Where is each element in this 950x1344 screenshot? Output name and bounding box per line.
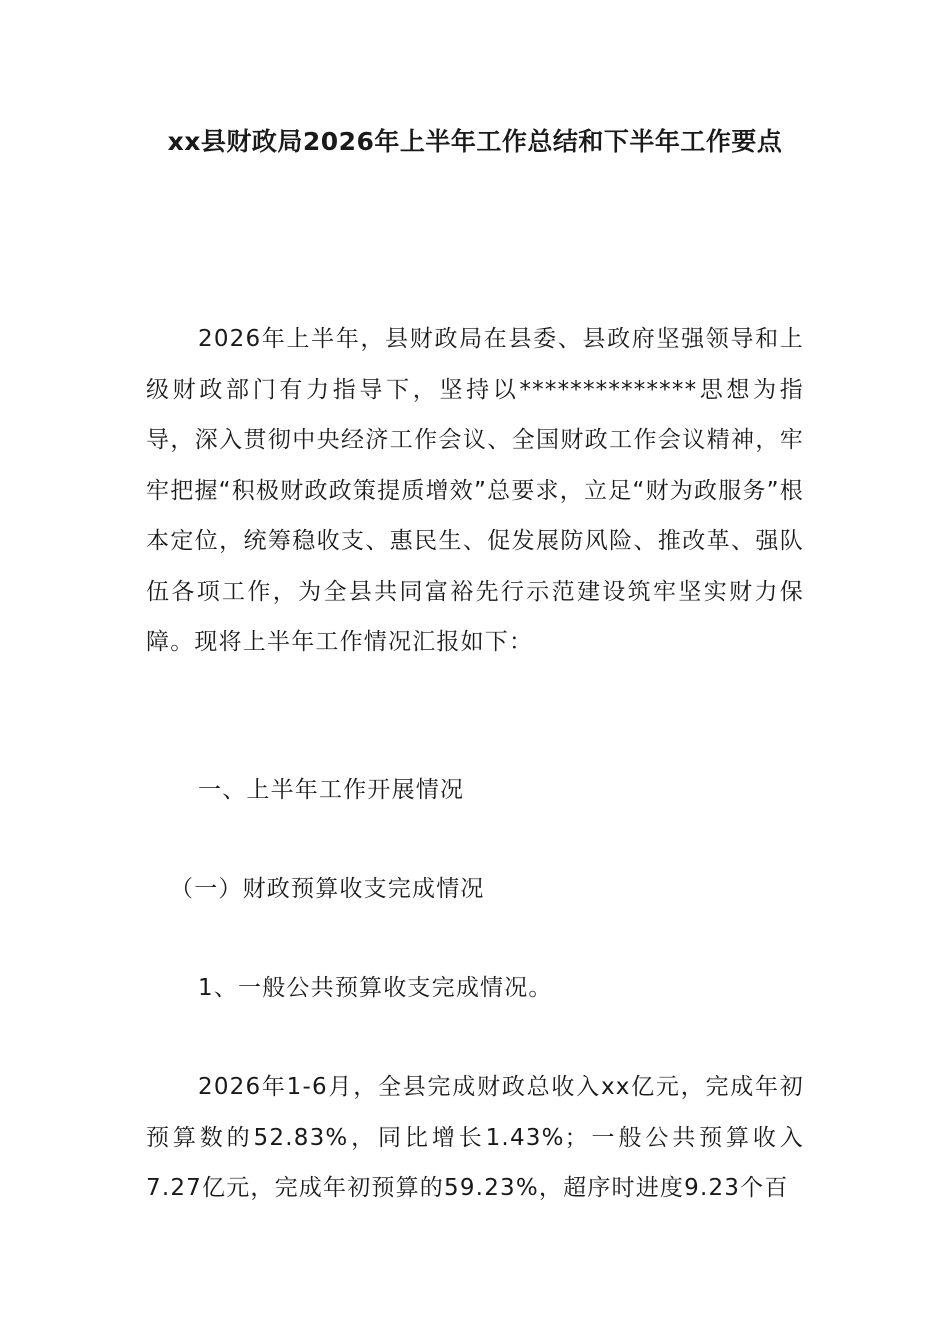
item-heading: 1、一般公共预算收支完成情况。 [198,975,553,1001]
document-title: xx县财政局2026年上半年工作总结和下半年工作要点 [167,127,783,156]
section-heading: 一、上半年工作开展情况 [198,777,465,803]
intro-paragraph: 2026年上半年，县财政局在县委、县政府坚强领导和上级财政部门有力指导下，坚持以**************思想为指导，深入贯彻中央经济工作会议、全国财政工作会议精神，牢牢把握“积极财政政策提质增效”总要求，立足“财为政服务”根本定位，统筹稳收支、惠民生、促发展防风险、推改革、强队伍各项工作，为全县共同富裕先行示范建设筑牢坚实财力保障。现将上半年工作情况汇报如下： [146,326,804,655]
subsection-heading: （一）财政预算收支完成情况 [170,876,485,902]
body-paragraph: 2026年1-6月，全县完成财政总收入xx亿元，完成年初预算数的52.83%，同比增长1.43%；一般公共预算收入7.27亿元，完成年初预算的59.23%，超序时进度9.23个百 [146,1074,804,1201]
